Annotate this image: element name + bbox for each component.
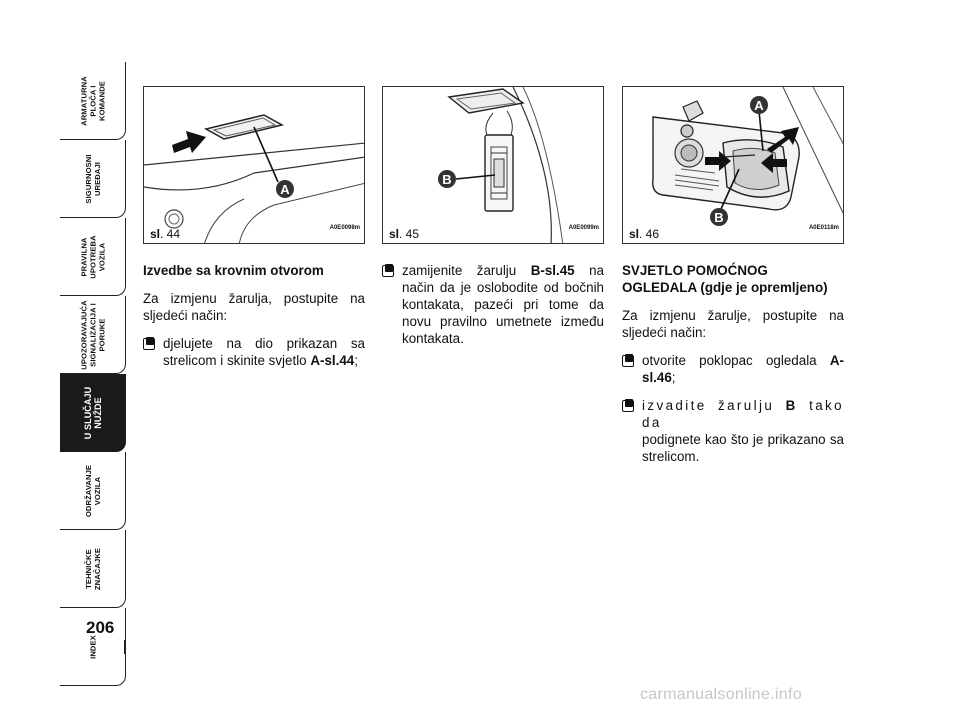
- callout-b-fig45: [438, 170, 456, 188]
- mirror-cover: [723, 140, 789, 197]
- text-column-2: [382, 262, 604, 358]
- tab-label: ODRŽAVANJE VOZILA: [83, 464, 102, 517]
- section-heading: Izvedbe sa krovnim otvorom: [143, 263, 324, 278]
- checkbox-bullet-icon: [382, 265, 394, 277]
- tab-odrzavanje-vozila[interactable]: [60, 452, 126, 530]
- svg-text:B: B: [442, 172, 452, 187]
- figure-code: A0E0099m: [568, 225, 599, 231]
- figure-44: [143, 86, 365, 244]
- page-edge-line: [124, 640, 126, 654]
- checkbox-bullet-icon: [622, 400, 634, 412]
- tab-upozoravajuca-signalizacija[interactable]: [60, 296, 126, 374]
- lamp-housing: [485, 135, 513, 211]
- bullet-item: izvadite žarulju B tako da podignete kao što je prikazano sa strelicom.: [622, 397, 844, 465]
- tab-u-slucaju-nuzde[interactable]: [60, 374, 126, 452]
- text-column-3: [622, 262, 844, 476]
- callout-b-fig46: [710, 208, 728, 226]
- figure-code: A0E0098m: [329, 225, 360, 231]
- tab-label: UPOZORAVAJUĆA SIGNALIZACIJA I PORUKE: [79, 299, 106, 370]
- svg-text:B: B: [714, 210, 724, 225]
- watermark: carmanualsonline.info: [640, 686, 802, 703]
- tab-pravilna-upotreba[interactable]: [60, 218, 126, 296]
- tab-label: TEHNIČKE ZNAČAJKE: [83, 547, 102, 590]
- chapter-tabs: [60, 62, 126, 686]
- figure-caption: sl. 45: [389, 227, 420, 241]
- tab-label: INDEX: [88, 634, 97, 659]
- bullet-item: zamijenite žarulju B-sl.45 na način da je oslobodite od bočnih kontakata, pazeći pri tome da novu pravilno umetnete između kontakata.: [382, 262, 604, 347]
- roof-light-illustration: [144, 87, 365, 244]
- tab-label: U SLUČAJU NUŽDE: [82, 386, 103, 439]
- tab-label: SIGURNOSNI UREĐAJI: [83, 153, 102, 204]
- svg-text:A: A: [754, 98, 764, 113]
- tab-tehnicke-znacajke[interactable]: [60, 530, 126, 608]
- figure-code: A0E0118m: [808, 225, 839, 231]
- page-number: 206: [86, 618, 115, 637]
- figure-caption: sl. 46: [629, 227, 660, 241]
- tab-sigurnosni-uredaji[interactable]: [60, 140, 126, 218]
- section-heading: SVJETLO POMOĆNOG OGLEDALA (gdje je opremljeno): [622, 263, 828, 295]
- callout-a-fig46: [750, 96, 768, 114]
- svg-text:A: A: [280, 182, 290, 197]
- tab-label: PRAVILNA UPOTREBA VOZILA: [79, 234, 106, 279]
- callout-a-fig44: [276, 180, 294, 198]
- checkbox-bullet-icon: [622, 355, 634, 367]
- figure-46: [622, 86, 844, 244]
- intro-paragraph: Za izmjenu žarulje, postupite na sljedeći način:: [622, 308, 844, 340]
- tab-label: ARMATURNA PLOČA I KOMANDE: [79, 75, 106, 126]
- figure-caption: sl. 44: [150, 227, 181, 241]
- intro-paragraph: Za izmjenu žarulja, postupite na sljedeći način:: [143, 291, 365, 323]
- tab-armaturna-ploca[interactable]: [60, 62, 126, 140]
- checkbox-bullet-icon: [143, 338, 155, 350]
- arrow-icon: [172, 131, 206, 153]
- text-column-1: [143, 262, 365, 380]
- vanity-mirror-illustration: [623, 87, 844, 244]
- figure-45: [382, 86, 604, 244]
- bullet-item: otvorite poklopac ogledala A-sl.46;: [622, 352, 844, 386]
- bullet-item: djelujete na dio prikazan sa strelicom i skinite svjetlo A-sl.44;: [143, 335, 365, 369]
- lamp-cover: [449, 89, 523, 113]
- lamp-contacts-illustration: [383, 87, 604, 244]
- roof-light-lens: [206, 115, 282, 139]
